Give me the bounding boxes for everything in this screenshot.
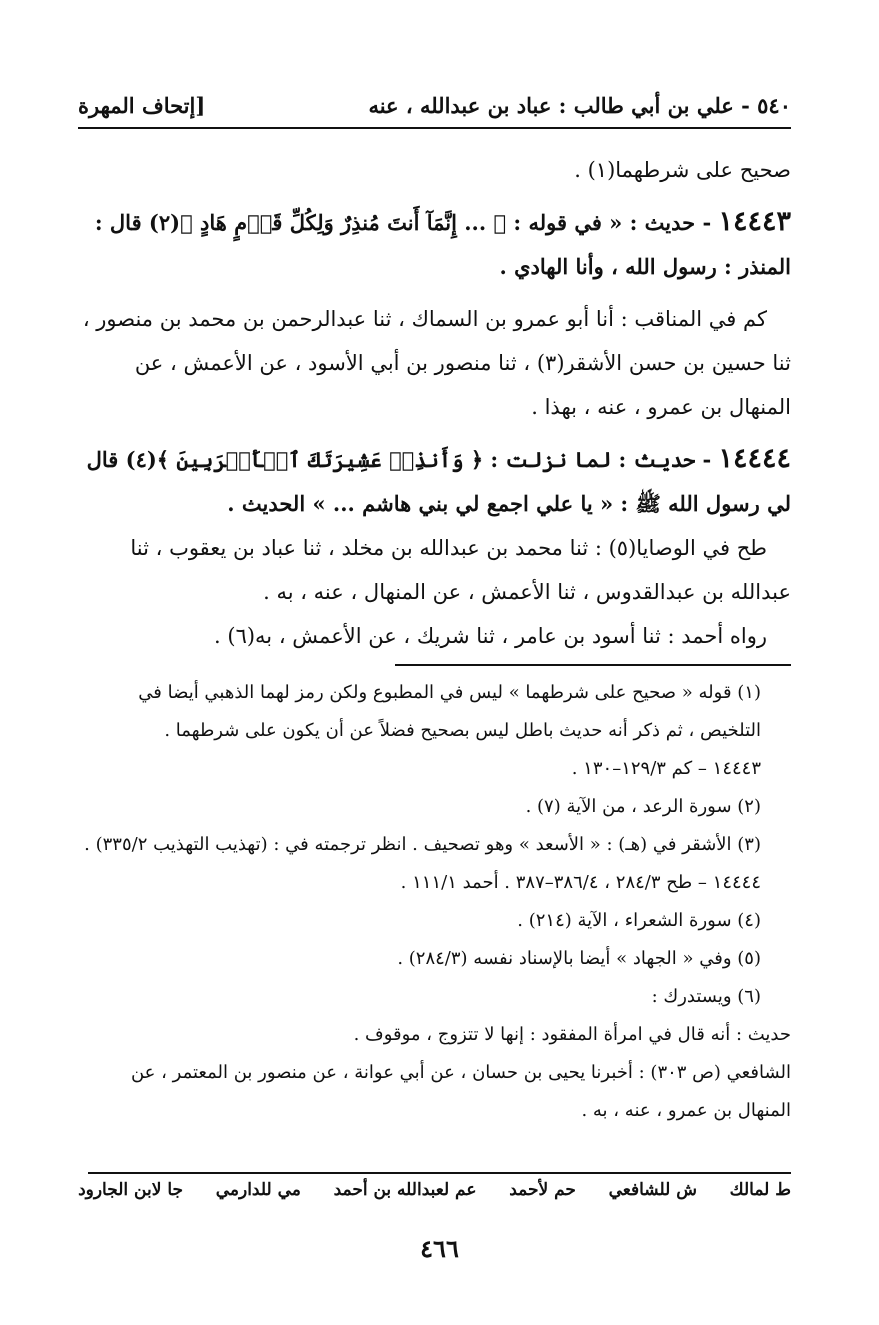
footnote-divider <box>395 664 791 666</box>
hadith-text: - حديث : « في قوله : ﴿ ... إِنَّمَآ أَنتَ مُنذِرٌ وَلِكُلِّ قَوۡمٍ هَادٍ ﴾(٢) قال : المنذر : رسول الله ، وأنا الهادي . <box>94 210 791 279</box>
footnote: حديث : أنه قال في امرأة المفقود : إنها لا تتزوج ، موقوف . <box>353 1024 791 1045</box>
hadith-14444 <box>78 437 791 526</box>
siglum: مي للدارمي <box>215 1180 301 1200</box>
footnote: (٦) ويستدرك : <box>651 986 761 1007</box>
footnote: (١) قوله « صحيح على شرطهما » ليس في المطبوع ولكن رمز لهما الذهبي أيضا في التلخيص ، ثم ذكر أنه حديث باطل ليس بصحيح فضلاً عن أن يكون على شرطهما . <box>138 682 761 741</box>
running-header <box>78 78 791 118</box>
hadith-text: - حديث : لما نزلت : ﴿ وَأَنذِرۡ عَشِيرَتَكَ ٱلۡأَقۡرَبِينَ ﴾(٤) قال لي رسول الله ﷺ : « يا علي اجمع لي بني هاشم ... » الحديث . <box>86 447 791 516</box>
hadith-14443 <box>78 200 791 289</box>
page-number: ٤٦٦ <box>420 1234 459 1263</box>
footnote: (٥) وفي « الجهاد » أيضا بالإسناد نفسه (٢٨٤/٣) . <box>397 948 761 969</box>
footnote: الشافعي (ص ٣٠٣) : أخبرنا يحيى بن حسان ، عن أبي عوانة ، عن منصور بن المعتمر ، عن المنهال بن عمرو ، عنه ، به . <box>130 1062 791 1121</box>
siglum: حم لأحمد <box>509 1180 576 1200</box>
header-chapter-title: ٥٤٠ - علي بن أبي طالب : عباد بن عبدالله ، عنه <box>368 93 791 118</box>
hadith-number: ١٤٤٤٤ <box>718 443 791 474</box>
hadith-source: رواه أحمد : ثنا أسود بن عامر ، ثنا شريك ، عن الأعمش ، به(٦) . <box>214 624 767 648</box>
footnote: (٢) سورة الرعد ، من الآية (٧) . <box>525 796 761 817</box>
siglum: جا لابن الجارود <box>78 1180 184 1200</box>
hadith-number: ١٤٤٤٣ <box>718 206 791 237</box>
hadith-source: طح في الوصايا(٥) : ثنا محمد بن عبدالله بن مخلد ، ثنا عباد بن يعقوب ، ثنا عبدالله بن عبدالقدوس ، ثنا الأعمش ، عن المنهال ، عنه ، به . <box>130 536 791 604</box>
sigla-key <box>78 1180 791 1200</box>
siglum: عم لعبدالله بن أحمد <box>333 1180 477 1200</box>
footnote: ١٤٤٤٣ – كم ١٢٩/٣–١٣٠ . <box>571 758 761 779</box>
header-book-title: [إتحاف المهرة <box>78 93 206 118</box>
siglum: ش للشافعي <box>608 1180 697 1200</box>
continuation-line: صحيح على شرطهما(١) . <box>574 158 791 182</box>
siglum: ط لمالك <box>729 1180 791 1200</box>
footnotes <box>78 674 791 1130</box>
footnote: ١٤٤٤٤ – طح ٢٨٤/٣ ، ٣٨٦/٤–٣٨٧ . أحمد ١١١/١ . <box>400 872 761 893</box>
header-divider <box>78 127 791 129</box>
sigla-divider <box>88 1172 791 1174</box>
footnote: (٤) سورة الشعراء ، الآية (٢١٤) . <box>517 910 761 931</box>
main-text <box>78 148 791 658</box>
hadith-source: كم في المناقب : أنا أبو عمرو بن السماك ، ثنا عبدالرحمن بن محمد بن منصور ، ثنا حسين بن حسن الأشقر(٣) ، ثنا منصور بن أبي الأسود ، عن الأعمش ، عن المنهال بن عمرو ، عنه ، بهذا . <box>82 307 791 419</box>
footnote: (٣) الأشقر في (هـ) : « الأسعد » وهو تصحيف . انظر ترجمته في : (تهذيب التهذيب ٣٣٥/٢) . <box>84 834 761 855</box>
